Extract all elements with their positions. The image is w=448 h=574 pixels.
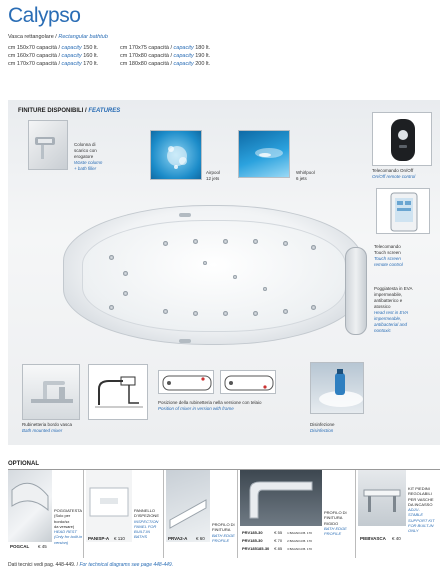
mixer-position-right [220,370,276,394]
edge-profile-icon [166,470,210,542]
jet-nozzle [283,241,288,246]
edge-profile-image [166,470,210,542]
capacity-row: cm 160x70 capacità / capacity 160 lt. [8,53,99,59]
optional-title: OPTIONAL [8,461,39,467]
mixer-diagram-icon [89,365,148,420]
water-jet-icon [239,131,290,178]
tub-plan-icon [221,371,276,394]
optional-item-edge-profile [164,470,238,558]
bathtub-illustration [63,205,363,345]
headrest-pad [345,247,367,335]
touch-remote-icon [377,189,430,234]
product-code: PANISP-A [88,536,110,541]
jet-nozzle [123,271,128,276]
jet-nozzle [193,311,198,316]
capacity-list-left [8,44,98,68]
capacity-row: cm 170x80 capacità / capacity 190 lt. [120,53,211,59]
product-price: € 45 [38,544,47,549]
support-kit-description: KIT PIEDINI REGOLABILI PER VASCHE DA INCASSO ADJU- STABLE SUPPORT KIT FOR BUILT-IN ONLY [408,486,435,534]
table-row: PRV185-30 € 70 2 BAGNO-FB. 170 [242,538,312,543]
page-title: Calypso [8,4,81,27]
product-price: € 110 [114,536,125,541]
footnote: Dati tecnici vedi pag. 448-449. / For technical diagrams see page 448-449. [8,562,174,568]
product-code: PRVA2-A [168,536,188,541]
jet-nozzle [253,239,258,244]
faucet-icon [23,365,80,420]
grip-handle [179,213,191,217]
product-code: POGCAL [10,544,30,549]
jet-nozzle [253,311,258,316]
capacity-row: cm 180x80 capacità / capacity 200 lt. [120,61,211,67]
remote-control-icon [373,113,432,166]
bath-mixer-photo [22,364,80,420]
jet-nozzle [163,309,168,314]
inspection-panel-image [86,470,132,542]
capacity-row: cm 170x70 capacità / capacity 170 lt. [8,61,99,67]
optional-list [8,470,440,558]
features-panel [8,100,440,445]
waste-column-label: Colonna di scarico con erogatore Waste column + bath filler [74,142,103,171]
jet-nozzle [203,261,207,265]
onoff-remote-photo [372,112,432,166]
jet-nozzle [109,305,114,310]
mixer-position-left [158,370,214,394]
touch-remote-photo [376,188,430,234]
jet-nozzle [193,239,198,244]
jet-nozzle [163,241,168,246]
optional-item-support-kit [356,470,440,558]
whirlpool-photo [238,130,290,178]
bubbles-icon [151,131,202,180]
support-kit-image [358,470,406,526]
optional-item-inspection-panel [84,470,164,558]
product-price: € 60 [196,536,205,541]
subtitle-it: Vasca rettangolare / [8,34,57,40]
grip-handle [179,339,191,343]
jet-nozzle [263,287,267,291]
headrest-label: Poggiatesta in EVA impermeabile, antibatterico e atossico Head rest in EVA impermeable, antibacterial and nontoxic [374,286,413,333]
waste-column-photo [28,120,68,170]
capacity-row: cm 150x70 capacità / capacity 150 lt. [8,45,99,51]
jet-nozzle [223,311,228,316]
features-title: FINITURE DISPONIBILI / FEATURES [18,108,121,114]
jet-nozzle [223,239,228,244]
optional-item-headrest [8,470,84,558]
product-price: € 40 [392,536,401,541]
rigid-profile-description: PROFILO DI FINITURA RIGIDO BATH EDGE PROFILE [324,510,347,537]
onoff-remote-label: Telecomando On/Off On/Off remote control [372,168,416,179]
jet-nozzle [311,245,316,250]
touch-remote-label: Telecomando Touch screen Touch screen remote control [374,244,403,267]
waste-column-icon [29,121,68,170]
mixer-position-label: Posizione della rubinetteria nella versione con telaio Position of mixer in version with frame [158,400,262,411]
table-row: PRV185185-30 € 85 3 BAGNO-FB. 170 [242,546,312,551]
jet-nozzle [123,291,128,296]
jet-nozzle [283,309,288,314]
airpool-label: Airpool 12 jets [206,170,221,181]
headrest-product-image [8,470,52,542]
inspection-panel-description: PANNELLO D'ISPEZIONE INSPECTION PANEL FOR BUILT-IN BATHS [134,508,159,540]
capacity-row: cm 170x75 capacità / capacity 180 lt. [120,45,211,51]
bathtub-basin [82,220,346,332]
support-feet-icon [358,470,406,526]
headrest-description: POGGIATESTA (Solo per bordo/sx da versare) HEAD REST (Only for built-in version) [54,508,83,545]
product-code: PIEBVASCA [360,536,386,541]
page-subtitle [8,34,108,40]
rigid-profile-icon [240,470,322,526]
bath-mixer-label: Rubinetteria bordo vasca Bath mounted mixer [22,422,73,433]
headrest-icon [8,470,52,542]
panel-icon [86,470,132,542]
disinfection-label: Disinfezione Disinfection [310,422,335,433]
jet-nozzle [311,305,316,310]
whirlpool-label: Whirlpool 6 jets [296,170,315,181]
profile-price-table [240,528,317,554]
capacity-list-right [120,44,210,68]
table-row: PRV185-30 € 55 1 BAGNO-FB. 170 [242,530,312,535]
airpool-photo [150,130,202,180]
subtitle-en: Rectangular bathtub [58,34,108,40]
jet-nozzle [233,275,237,279]
rigid-profile-image [240,470,322,526]
disinfection-photo [310,362,364,414]
mixer-diagram-photo [88,364,148,420]
tub-plan-icon [159,371,214,394]
edge-profile-description: PROFILO DI FINITURA BATH EDGE PROFILE [212,522,235,543]
disinfection-icon [311,363,364,414]
jet-nozzle [109,255,114,260]
optional-item-rigid-profile [238,470,356,558]
